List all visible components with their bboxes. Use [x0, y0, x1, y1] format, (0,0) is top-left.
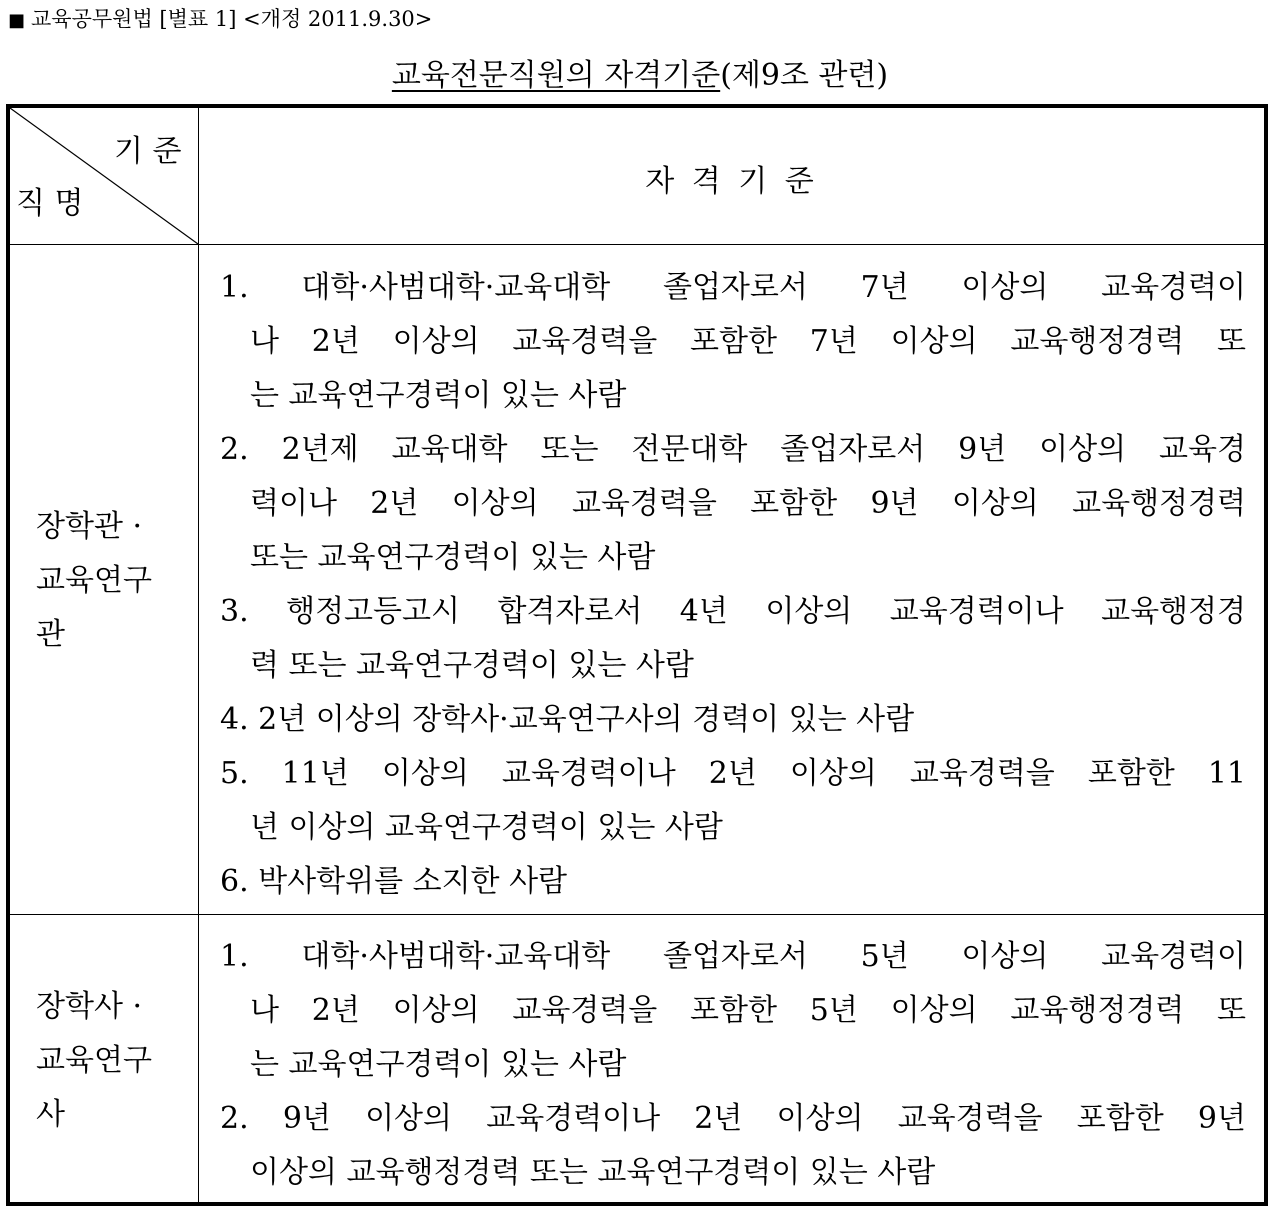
column-header	[199, 108, 1264, 244]
row-label-inspector-researcher	[36, 980, 186, 1142]
criteria-line: 년 이상의 교육연구경력이 있는 사람	[250, 810, 723, 845]
page-title	[0, 56, 1280, 96]
criteria-line: 또는 교육연구경력이 있는 사람	[250, 540, 656, 575]
document-header	[8, 6, 432, 34]
criteria-line: 력 또는 교육연구경력이 있는 사람	[250, 648, 694, 683]
criteria-line: 나 2년 이상의 교육경력을 포함한 7년 이상의 교육행정경력 또	[250, 324, 1246, 359]
criteria-line: 는 교육연구경력이 있는 사람	[250, 378, 627, 413]
criteria-item	[220, 423, 1246, 585]
square-bullet-icon: ■	[8, 10, 26, 31]
corner-label-position: 직 명	[16, 186, 84, 221]
criteria-line: 1. 대학·사범대학·교육대학 졸업자로서 5년 이상의 교육경력이	[220, 939, 1246, 974]
law-reference: 교육공무원법 [별표 1] <개정 2011.9.30>	[31, 7, 433, 31]
row-label-supervisor-researcher	[36, 500, 186, 662]
criteria-line: 6. 박사학위를 소지한 사람	[220, 864, 568, 899]
criteria-line: 이상의 교육행정경력 또는 교육연구경력이 있는 사람	[250, 1155, 936, 1190]
criteria-line: 5. 11년 이상의 교육경력이나 2년 이상의 교육경력을 포함한 11	[220, 756, 1246, 791]
criteria-item	[220, 747, 1246, 855]
criteria-line: 2. 9년 이상의 교육경력이나 2년 이상의 교육경력을 포함한 9년	[220, 1101, 1246, 1136]
page-title-main: 교육전문직원의 자격기준	[391, 58, 721, 93]
corner-label-criteria: 기 준	[114, 134, 182, 169]
column-header-label: 자 격 기 준	[645, 164, 818, 199]
criteria-line: 력이나 2년 이상의 교육경력을 포함한 9년 이상의 교육행정경력	[250, 486, 1246, 521]
criteria-line: 나 2년 이상의 교육경력을 포함한 5년 이상의 교육행정경력 또	[250, 993, 1246, 1028]
row-label-line: 교육연구	[36, 563, 152, 598]
criteria-list-supervisor-researcher	[220, 261, 1246, 909]
criteria-line: 는 교육연구경력이 있는 사람	[250, 1047, 627, 1082]
criteria-item	[220, 585, 1246, 693]
row-label-line: 관	[36, 617, 65, 652]
criteria-item	[220, 930, 1246, 1092]
criteria-line: 2. 2년제 교육대학 또는 전문대학 졸업자로서 9년 이상의 교육경	[220, 432, 1246, 467]
criteria-line: 1. 대학·사범대학·교육대학 졸업자로서 7년 이상의 교육경력이	[220, 270, 1246, 305]
qualification-table	[6, 104, 1268, 1206]
criteria-list-inspector-researcher	[220, 930, 1246, 1200]
row-divider	[10, 914, 1264, 915]
row-label-line: 사	[36, 1097, 65, 1132]
header-row-divider	[10, 244, 1264, 245]
column-divider	[198, 108, 199, 1202]
row-label-line: 교육연구	[36, 1043, 152, 1078]
row-label-line: 장학사 ·	[36, 989, 143, 1024]
criteria-item	[220, 261, 1246, 423]
criteria-item	[220, 855, 1246, 909]
page-title-suffix: (제9조 관련)	[720, 58, 889, 93]
criteria-item	[220, 693, 1246, 747]
row-label-line: 장학관 ·	[36, 509, 143, 544]
criteria-line: 4. 2년 이상의 장학사·교육연구사의 경력이 있는 사람	[220, 702, 915, 737]
criteria-line: 3. 행정고등고시 합격자로서 4년 이상의 교육경력이나 교육행정경	[220, 594, 1246, 629]
criteria-item	[220, 1092, 1246, 1200]
